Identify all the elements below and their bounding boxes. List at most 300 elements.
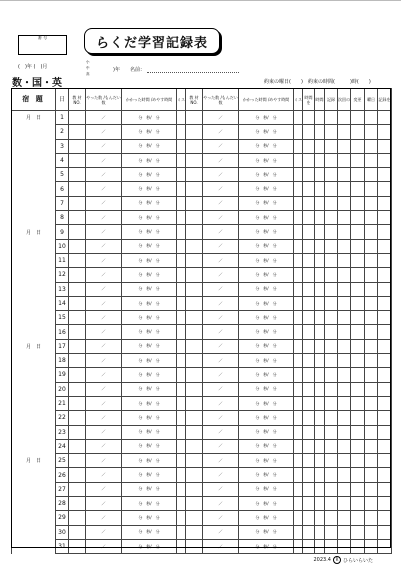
mistakes-cell[interactable]: [177, 268, 186, 282]
extra-record-cell[interactable]: [378, 225, 392, 239]
textbook-no-cell[interactable]: [69, 182, 86, 196]
extra-record-cell[interactable]: [325, 368, 338, 382]
done-count-cell[interactable]: ／: [203, 396, 239, 410]
extra-record-cell[interactable]: [303, 439, 315, 453]
time-cell[interactable]: 分 秒/ 分: [239, 339, 294, 353]
time-cell[interactable]: 分 秒/ 分: [122, 482, 177, 496]
mistakes-cell[interactable]: [294, 339, 303, 353]
extra-record-cell[interactable]: [365, 282, 378, 296]
mistakes-cell[interactable]: [177, 153, 186, 167]
textbook-no-cell[interactable]: [69, 282, 86, 296]
textbook-no-cell[interactable]: [69, 425, 86, 439]
extra-record-cell[interactable]: [351, 168, 365, 182]
done-count-cell[interactable]: ／: [86, 425, 122, 439]
extra-record-cell[interactable]: [338, 253, 351, 267]
extra-record-cell[interactable]: [303, 168, 315, 182]
time-cell[interactable]: 分 秒/ 分: [239, 311, 294, 325]
extra-record-cell[interactable]: [338, 482, 351, 496]
extra-record-cell[interactable]: [338, 239, 351, 253]
done-count-cell[interactable]: ／: [86, 497, 122, 511]
date-marker-cell[interactable]: [12, 211, 56, 225]
time-cell[interactable]: 分 秒/ 分: [122, 468, 177, 482]
extra-record-cell[interactable]: [325, 525, 338, 539]
extra-record-cell[interactable]: [378, 468, 392, 482]
textbook-no-cell[interactable]: [69, 497, 86, 511]
extra-record-cell[interactable]: [325, 268, 338, 282]
extra-record-cell[interactable]: [338, 511, 351, 525]
extra-record-cell[interactable]: [338, 539, 351, 553]
done-count-cell[interactable]: ／: [203, 497, 239, 511]
time-cell[interactable]: 分 秒/ 分: [239, 425, 294, 439]
extra-record-cell[interactable]: [315, 239, 325, 253]
textbook-no-cell[interactable]: [69, 439, 86, 453]
extra-record-cell[interactable]: [325, 454, 338, 468]
time-cell[interactable]: 分 秒/ 分: [239, 111, 294, 125]
done-count-cell[interactable]: ／: [86, 225, 122, 239]
extra-record-cell[interactable]: [325, 511, 338, 525]
mistakes-cell[interactable]: [294, 168, 303, 182]
extra-record-cell[interactable]: [351, 253, 365, 267]
extra-record-cell[interactable]: [315, 439, 325, 453]
extra-record-cell[interactable]: [338, 411, 351, 425]
textbook-no-cell[interactable]: [69, 482, 86, 496]
time-cell[interactable]: 分 秒/ 分: [122, 382, 177, 396]
extra-record-cell[interactable]: [303, 225, 315, 239]
mistakes-cell[interactable]: [177, 239, 186, 253]
textbook-no-cell[interactable]: [69, 253, 86, 267]
time-cell[interactable]: 分 秒/ 分: [122, 439, 177, 453]
extra-record-cell[interactable]: [378, 125, 392, 139]
extra-record-cell[interactable]: [315, 125, 325, 139]
textbook-no-cell[interactable]: [186, 368, 203, 382]
extra-record-cell[interactable]: [325, 439, 338, 453]
extra-record-cell[interactable]: [325, 211, 338, 225]
extra-record-cell[interactable]: [325, 239, 338, 253]
extra-record-cell[interactable]: [303, 396, 315, 410]
extra-record-cell[interactable]: [338, 525, 351, 539]
time-cell[interactable]: 分 秒/ 分: [122, 368, 177, 382]
mistakes-cell[interactable]: [177, 425, 186, 439]
school-level-high[interactable]: 高: [86, 72, 90, 76]
mistakes-cell[interactable]: [294, 411, 303, 425]
time-cell[interactable]: 分 秒/ 分: [122, 311, 177, 325]
extra-record-cell[interactable]: [325, 539, 338, 553]
textbook-no-cell[interactable]: [186, 482, 203, 496]
extra-record-cell[interactable]: [338, 339, 351, 353]
textbook-no-cell[interactable]: [69, 268, 86, 282]
date-marker-cell[interactable]: [12, 497, 56, 511]
done-count-cell[interactable]: ／: [86, 454, 122, 468]
mistakes-cell[interactable]: [294, 525, 303, 539]
extra-record-cell[interactable]: [303, 325, 315, 339]
textbook-no-cell[interactable]: [186, 253, 203, 267]
done-count-cell[interactable]: ／: [203, 539, 239, 553]
school-level-junior[interactable]: 中: [86, 66, 90, 70]
done-count-cell[interactable]: ／: [86, 168, 122, 182]
extra-record-cell[interactable]: [365, 439, 378, 453]
textbook-no-cell[interactable]: [69, 168, 86, 182]
extra-record-cell[interactable]: [378, 482, 392, 496]
textbook-no-cell[interactable]: [186, 396, 203, 410]
time-cell[interactable]: 分 秒/ 分: [122, 396, 177, 410]
time-cell[interactable]: 分 秒/ 分: [122, 125, 177, 139]
extra-record-cell[interactable]: [365, 153, 378, 167]
textbook-no-cell[interactable]: [186, 525, 203, 539]
textbook-no-cell[interactable]: [186, 339, 203, 353]
extra-record-cell[interactable]: [378, 253, 392, 267]
mistakes-cell[interactable]: [177, 396, 186, 410]
date-marker-cell[interactable]: 月 日: [12, 111, 56, 125]
time-cell[interactable]: 分 秒/ 分: [122, 511, 177, 525]
time-cell[interactable]: 分 秒/ 分: [122, 211, 177, 225]
extra-record-cell[interactable]: [338, 368, 351, 382]
time-cell[interactable]: 分 秒/ 分: [122, 196, 177, 210]
extra-record-cell[interactable]: [315, 539, 325, 553]
textbook-no-cell[interactable]: [186, 139, 203, 153]
mistakes-cell[interactable]: [177, 325, 186, 339]
textbook-no-cell[interactable]: [69, 468, 86, 482]
textbook-no-cell[interactable]: [186, 497, 203, 511]
done-count-cell[interactable]: ／: [86, 311, 122, 325]
extra-record-cell[interactable]: [325, 253, 338, 267]
extra-record-cell[interactable]: [351, 368, 365, 382]
extra-record-cell[interactable]: [351, 539, 365, 553]
done-count-cell[interactable]: ／: [86, 439, 122, 453]
date-marker-cell[interactable]: [12, 168, 56, 182]
extra-record-cell[interactable]: [338, 111, 351, 125]
extra-record-cell[interactable]: [315, 482, 325, 496]
extra-record-cell[interactable]: [303, 211, 315, 225]
time-cell[interactable]: 分 秒/ 分: [122, 411, 177, 425]
time-cell[interactable]: 分 秒/ 分: [122, 111, 177, 125]
textbook-no-cell[interactable]: [186, 382, 203, 396]
extra-record-cell[interactable]: [338, 497, 351, 511]
mistakes-cell[interactable]: [177, 497, 186, 511]
school-level-elementary[interactable]: 小: [86, 60, 90, 64]
extra-record-cell[interactable]: [338, 325, 351, 339]
extra-record-cell[interactable]: [315, 168, 325, 182]
textbook-no-cell[interactable]: [69, 354, 86, 368]
done-count-cell[interactable]: ／: [203, 382, 239, 396]
extra-record-cell[interactable]: [365, 354, 378, 368]
date-marker-cell[interactable]: [12, 425, 56, 439]
extra-record-cell[interactable]: [365, 396, 378, 410]
mistakes-cell[interactable]: [294, 282, 303, 296]
extra-record-cell[interactable]: [303, 125, 315, 139]
extra-record-cell[interactable]: [378, 196, 392, 210]
textbook-no-cell[interactable]: [69, 196, 86, 210]
time-cell[interactable]: 分 秒/ 分: [239, 153, 294, 167]
done-count-cell[interactable]: ／: [203, 296, 239, 310]
textbook-no-cell[interactable]: [186, 411, 203, 425]
extra-record-cell[interactable]: [338, 153, 351, 167]
mistakes-cell[interactable]: [294, 311, 303, 325]
done-count-cell[interactable]: ／: [86, 153, 122, 167]
extra-record-cell[interactable]: [338, 354, 351, 368]
textbook-no-cell[interactable]: [186, 539, 203, 553]
mistakes-cell[interactable]: [177, 225, 186, 239]
date-marker-cell[interactable]: [12, 411, 56, 425]
time-cell[interactable]: 分 秒/ 分: [122, 454, 177, 468]
done-count-cell[interactable]: ／: [86, 196, 122, 210]
extra-record-cell[interactable]: [378, 325, 392, 339]
done-count-cell[interactable]: ／: [86, 539, 122, 553]
done-count-cell[interactable]: ／: [203, 354, 239, 368]
extra-record-cell[interactable]: [351, 454, 365, 468]
mistakes-cell[interactable]: [294, 239, 303, 253]
time-cell[interactable]: 分 秒/ 分: [122, 296, 177, 310]
extra-record-cell[interactable]: [365, 225, 378, 239]
extra-record-cell[interactable]: [315, 268, 325, 282]
extra-record-cell[interactable]: [351, 425, 365, 439]
extra-record-cell[interactable]: [315, 282, 325, 296]
extra-record-cell[interactable]: [351, 482, 365, 496]
date-marker-cell[interactable]: [12, 182, 56, 196]
done-count-cell[interactable]: ／: [86, 239, 122, 253]
done-count-cell[interactable]: ／: [203, 253, 239, 267]
extra-record-cell[interactable]: [365, 211, 378, 225]
date-marker-cell[interactable]: [12, 325, 56, 339]
extra-record-cell[interactable]: [378, 396, 392, 410]
extra-record-cell[interactable]: [351, 182, 365, 196]
textbook-no-cell[interactable]: [186, 439, 203, 453]
textbook-no-cell[interactable]: [186, 311, 203, 325]
mistakes-cell[interactable]: [177, 368, 186, 382]
time-cell[interactable]: 分 秒/ 分: [122, 525, 177, 539]
extra-record-cell[interactable]: [351, 396, 365, 410]
extra-record-cell[interactable]: [378, 511, 392, 525]
mistakes-cell[interactable]: [294, 111, 303, 125]
extra-record-cell[interactable]: [338, 296, 351, 310]
done-count-cell[interactable]: ／: [203, 282, 239, 296]
extra-record-cell[interactable]: [338, 396, 351, 410]
extra-record-cell[interactable]: [315, 396, 325, 410]
time-cell[interactable]: 分 秒/ 分: [239, 539, 294, 553]
mistakes-cell[interactable]: [177, 168, 186, 182]
date-marker-cell[interactable]: [12, 511, 56, 525]
extra-record-cell[interactable]: [325, 182, 338, 196]
extra-record-cell[interactable]: [351, 296, 365, 310]
time-cell[interactable]: 分 秒/ 分: [239, 354, 294, 368]
extra-record-cell[interactable]: [303, 139, 315, 153]
mistakes-cell[interactable]: [177, 339, 186, 353]
textbook-no-cell[interactable]: [186, 296, 203, 310]
textbook-no-cell[interactable]: [69, 311, 86, 325]
extra-record-cell[interactable]: [365, 468, 378, 482]
done-count-cell[interactable]: ／: [203, 125, 239, 139]
textbook-no-cell[interactable]: [69, 511, 86, 525]
extra-record-cell[interactable]: [303, 425, 315, 439]
done-count-cell[interactable]: ／: [86, 482, 122, 496]
mistakes-cell[interactable]: [294, 354, 303, 368]
time-cell[interactable]: 分 秒/ 分: [122, 225, 177, 239]
extra-record-cell[interactable]: [351, 211, 365, 225]
extra-record-cell[interactable]: [351, 382, 365, 396]
extra-record-cell[interactable]: [365, 497, 378, 511]
extra-record-cell[interactable]: [351, 125, 365, 139]
extra-record-cell[interactable]: [325, 111, 338, 125]
extra-record-cell[interactable]: [351, 439, 365, 453]
extra-record-cell[interactable]: [315, 454, 325, 468]
extra-record-cell[interactable]: [338, 268, 351, 282]
done-count-cell[interactable]: ／: [86, 396, 122, 410]
extra-record-cell[interactable]: [303, 111, 315, 125]
extra-record-cell[interactable]: [303, 354, 315, 368]
extra-record-cell[interactable]: [378, 439, 392, 453]
extra-record-cell[interactable]: [303, 311, 315, 325]
date-marker-cell[interactable]: [12, 282, 56, 296]
mistakes-cell[interactable]: [177, 468, 186, 482]
mistakes-cell[interactable]: [177, 311, 186, 325]
done-count-cell[interactable]: ／: [203, 482, 239, 496]
done-count-cell[interactable]: ／: [86, 211, 122, 225]
extra-record-cell[interactable]: [315, 525, 325, 539]
extra-record-cell[interactable]: [378, 368, 392, 382]
extra-record-cell[interactable]: [315, 196, 325, 210]
textbook-no-cell[interactable]: [69, 111, 86, 125]
extra-record-cell[interactable]: [378, 211, 392, 225]
textbook-no-cell[interactable]: [69, 382, 86, 396]
extra-record-cell[interactable]: [365, 196, 378, 210]
time-cell[interactable]: 分 秒/ 分: [239, 525, 294, 539]
mistakes-cell[interactable]: [177, 539, 186, 553]
time-cell[interactable]: 分 秒/ 分: [239, 268, 294, 282]
time-cell[interactable]: 分 秒/ 分: [122, 282, 177, 296]
textbook-no-cell[interactable]: [186, 354, 203, 368]
extra-record-cell[interactable]: [303, 196, 315, 210]
extra-record-cell[interactable]: [378, 239, 392, 253]
textbook-no-cell[interactable]: [69, 539, 86, 553]
done-count-cell[interactable]: ／: [86, 182, 122, 196]
extra-record-cell[interactable]: [365, 325, 378, 339]
done-count-cell[interactable]: ／: [203, 311, 239, 325]
date-marker-cell[interactable]: 月 日: [12, 225, 56, 239]
extra-record-cell[interactable]: [351, 196, 365, 210]
date-marker-cell[interactable]: [12, 196, 56, 210]
time-cell[interactable]: 分 秒/ 分: [239, 454, 294, 468]
time-cell[interactable]: 分 秒/ 分: [122, 354, 177, 368]
extra-record-cell[interactable]: [338, 454, 351, 468]
mistakes-cell[interactable]: [294, 497, 303, 511]
extra-record-cell[interactable]: [325, 468, 338, 482]
extra-record-cell[interactable]: [325, 497, 338, 511]
textbook-no-cell[interactable]: [186, 468, 203, 482]
time-cell[interactable]: 分 秒/ 分: [239, 511, 294, 525]
extra-record-cell[interactable]: [365, 125, 378, 139]
extra-record-cell[interactable]: [303, 296, 315, 310]
time-cell[interactable]: 分 秒/ 分: [239, 497, 294, 511]
extra-record-cell[interactable]: [315, 511, 325, 525]
time-cell[interactable]: 分 秒/ 分: [239, 253, 294, 267]
extra-record-cell[interactable]: [351, 339, 365, 353]
extra-record-cell[interactable]: [378, 339, 392, 353]
extra-record-cell[interactable]: [365, 482, 378, 496]
textbook-no-cell[interactable]: [186, 196, 203, 210]
textbook-no-cell[interactable]: [69, 139, 86, 153]
done-count-cell[interactable]: ／: [86, 111, 122, 125]
done-count-cell[interactable]: ／: [86, 282, 122, 296]
time-cell[interactable]: 分 秒/ 分: [239, 182, 294, 196]
time-cell[interactable]: 分 秒/ 分: [239, 239, 294, 253]
date-marker-cell[interactable]: [12, 125, 56, 139]
textbook-no-cell[interactable]: [69, 368, 86, 382]
promise-day-field[interactable]: 約束の曜日( ): [264, 79, 303, 85]
extra-record-cell[interactable]: [315, 411, 325, 425]
extra-record-cell[interactable]: [325, 125, 338, 139]
done-count-cell[interactable]: ／: [86, 296, 122, 310]
extra-record-cell[interactable]: [365, 382, 378, 396]
extra-record-cell[interactable]: [365, 168, 378, 182]
done-count-cell[interactable]: ／: [203, 111, 239, 125]
time-cell[interactable]: 分 秒/ 分: [122, 325, 177, 339]
extra-record-cell[interactable]: [303, 468, 315, 482]
extra-record-cell[interactable]: [338, 211, 351, 225]
done-count-cell[interactable]: ／: [203, 439, 239, 453]
done-count-cell[interactable]: ／: [203, 339, 239, 353]
extra-record-cell[interactable]: [365, 525, 378, 539]
extra-record-cell[interactable]: [303, 153, 315, 167]
time-cell[interactable]: 分 秒/ 分: [122, 539, 177, 553]
extra-record-cell[interactable]: [325, 425, 338, 439]
time-cell[interactable]: 分 秒/ 分: [239, 368, 294, 382]
done-count-cell[interactable]: ／: [86, 411, 122, 425]
extra-record-cell[interactable]: [315, 253, 325, 267]
done-count-cell[interactable]: ／: [86, 253, 122, 267]
done-count-cell[interactable]: ／: [86, 325, 122, 339]
id-number-box[interactable]: [18, 35, 67, 55]
done-count-cell[interactable]: ／: [203, 139, 239, 153]
extra-record-cell[interactable]: [378, 539, 392, 553]
extra-record-cell[interactable]: [378, 354, 392, 368]
extra-record-cell[interactable]: [325, 411, 338, 425]
extra-record-cell[interactable]: [303, 525, 315, 539]
extra-record-cell[interactable]: [303, 497, 315, 511]
date-marker-cell[interactable]: [12, 239, 56, 253]
time-cell[interactable]: 分 秒/ 分: [122, 168, 177, 182]
extra-record-cell[interactable]: [303, 382, 315, 396]
mistakes-cell[interactable]: [294, 225, 303, 239]
time-cell[interactable]: 分 秒/ 分: [239, 296, 294, 310]
done-count-cell[interactable]: ／: [203, 411, 239, 425]
extra-record-cell[interactable]: [378, 182, 392, 196]
date-marker-cell[interactable]: [12, 296, 56, 310]
textbook-no-cell[interactable]: [69, 325, 86, 339]
time-cell[interactable]: 分 秒/ 分: [122, 153, 177, 167]
extra-record-cell[interactable]: [338, 182, 351, 196]
done-count-cell[interactable]: ／: [86, 382, 122, 396]
extra-record-cell[interactable]: [365, 139, 378, 153]
mistakes-cell[interactable]: [294, 211, 303, 225]
extra-record-cell[interactable]: [303, 411, 315, 425]
done-count-cell[interactable]: ／: [86, 268, 122, 282]
mistakes-cell[interactable]: [177, 411, 186, 425]
extra-record-cell[interactable]: [351, 354, 365, 368]
time-cell[interactable]: 分 秒/ 分: [122, 425, 177, 439]
extra-record-cell[interactable]: [351, 525, 365, 539]
date-marker-cell[interactable]: [12, 439, 56, 453]
date-marker-cell[interactable]: [12, 268, 56, 282]
extra-record-cell[interactable]: [325, 311, 338, 325]
done-count-cell[interactable]: ／: [203, 239, 239, 253]
time-cell[interactable]: 分 秒/ 分: [239, 411, 294, 425]
mistakes-cell[interactable]: [294, 268, 303, 282]
extra-record-cell[interactable]: [315, 368, 325, 382]
extra-record-cell[interactable]: [315, 311, 325, 325]
extra-record-cell[interactable]: [303, 239, 315, 253]
extra-record-cell[interactable]: [325, 396, 338, 410]
textbook-no-cell[interactable]: [186, 239, 203, 253]
extra-record-cell[interactable]: [365, 268, 378, 282]
